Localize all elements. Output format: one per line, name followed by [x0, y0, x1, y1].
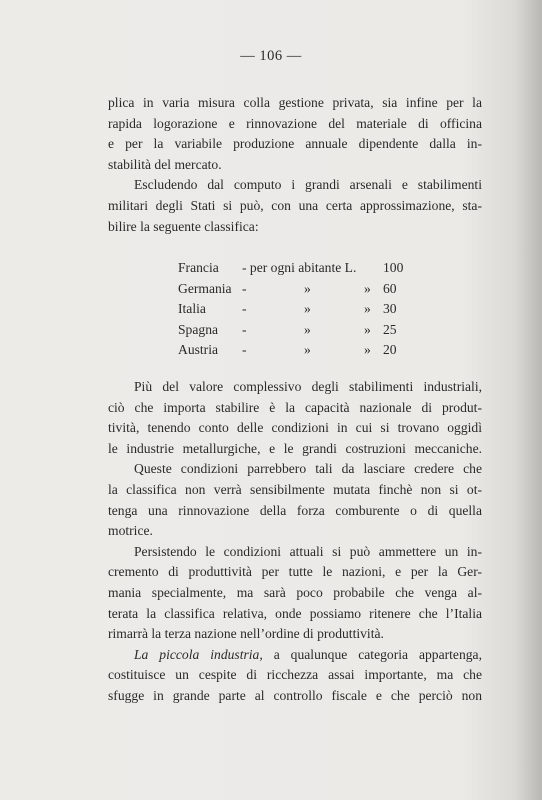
ditto-mark: » — [364, 301, 371, 317]
ranking-table — [178, 258, 408, 361]
text-line: plica in varia misura colla gestione privata, sia infine per la — [108, 95, 482, 110]
text-line: mania specialmente, ma sarà poco probabile che venga al- — [108, 584, 482, 600]
text-line: rapida logorazione e rinnovazione del materiale di officina — [108, 115, 482, 131]
text-line: Persistendo le condizioni attuali si può ammettere un in- — [134, 543, 482, 559]
ditto-dash: - — [242, 301, 247, 317]
ditto-mark: » — [304, 280, 311, 296]
ditto-mark: » — [364, 321, 371, 337]
text-line: ciò che importa stabilire è la capacità nazionale di produt- — [108, 399, 482, 415]
ditto-dash: - — [242, 321, 247, 337]
text-line: tività, tenendo conto delle condizioni in cui si trovano oggidì — [108, 420, 482, 436]
text-line: Queste condizioni parrebbero tali da lasciare credere che — [134, 461, 482, 477]
text-line: militari degli Stati si può, con una certa approssimazione, sta- — [108, 197, 482, 213]
text-line: sfugge in grande parte al controllo fiscale e che perciò non — [108, 687, 482, 703]
paragraph-1 — [108, 93, 482, 237]
ditto-dash: - — [242, 342, 247, 358]
text-line: bilire la seguente classifica: — [108, 218, 259, 234]
row-value: 60 — [383, 280, 397, 296]
country-name: Italia — [178, 301, 206, 317]
text-line: stabilità del mercato. — [108, 156, 222, 172]
table-row — [178, 258, 408, 279]
text-line: motrice. — [108, 523, 153, 539]
paragraph-group — [108, 377, 482, 707]
country-name: Spagna — [178, 321, 219, 337]
country-name: Austria — [178, 342, 219, 358]
row-value: 100 — [383, 260, 404, 275]
country-name: Francia — [178, 260, 219, 275]
ditto-dash: - — [242, 280, 247, 296]
text-line: le industrie metallurgiche, e le grandi costruzioni meccaniche. — [108, 440, 482, 456]
ditto-mark: » — [364, 280, 371, 296]
text-line: cremento di produttività per tutte le nazioni, e per la Ger- — [108, 564, 482, 580]
table-row — [178, 299, 408, 320]
table-row — [178, 340, 408, 361]
ditto-mark: » — [304, 301, 311, 317]
ditto-mark: » — [304, 342, 311, 358]
ditto-mark: » — [364, 342, 371, 358]
text-line: e per la variabile produzione annuale dipendente dalla in- — [108, 136, 482, 152]
text-line: terata la classifica relativa, onde possiamo ritenere che l’Italia — [108, 605, 482, 621]
text-line: rimarrà la terza nazione nell’ordine di produttività. — [108, 626, 384, 642]
row-value: 20 — [383, 342, 397, 358]
text-fragment: a qualunque categoria appartenga, — [273, 646, 482, 662]
italic-heading: La piccola industria, — [134, 646, 263, 662]
ditto-mark: » — [304, 321, 311, 337]
table-row — [178, 320, 408, 341]
text-line: Più del valore complessivo degli stabilimenti industriali, — [134, 379, 482, 394]
page-number: — 106 — — [240, 48, 302, 64]
text-line: tenga una rinnovazione della forza comburente o di quella — [108, 502, 482, 518]
table-row — [178, 279, 408, 300]
country-name: Germania — [178, 280, 232, 296]
per-capita-label: - per ogni abitante L. — [242, 260, 357, 275]
text-line: la classifica non verrà sensibilmente mutata finchè non si ot- — [108, 481, 482, 497]
row-value: 30 — [383, 301, 397, 317]
row-value: 25 — [383, 321, 397, 337]
text-line: Escludendo dal computo i grandi arsenali e stabilimenti — [134, 177, 482, 193]
text-line — [108, 645, 482, 666]
text-line: costituisce un cespite di ricchezza assai importante, ma che — [108, 667, 482, 683]
